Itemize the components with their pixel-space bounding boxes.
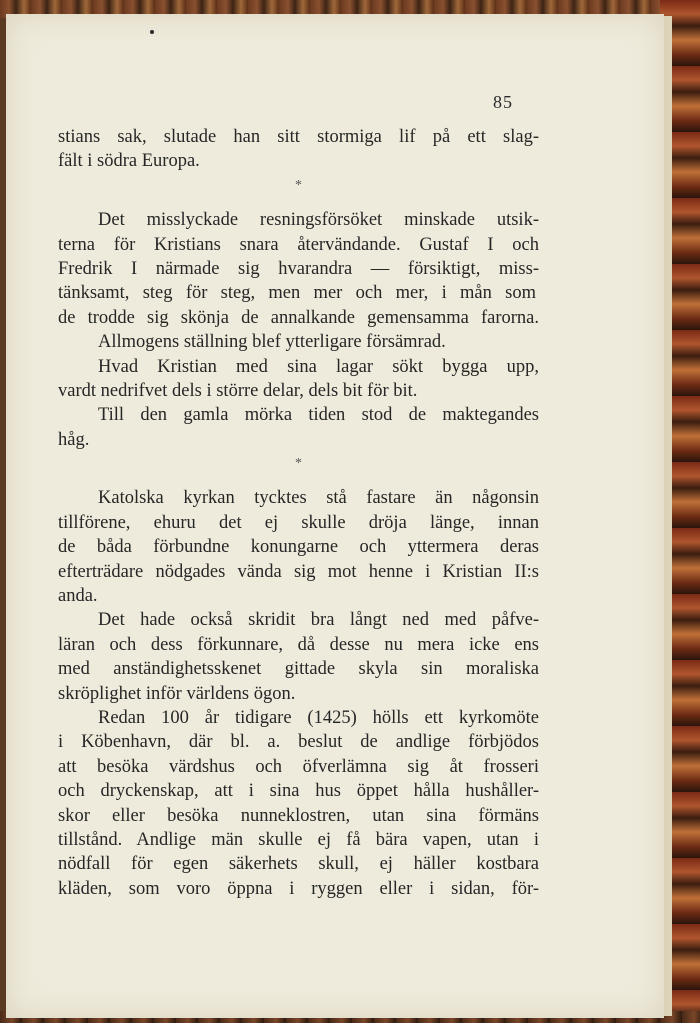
text-line: nödfall för egen säkerhets skull, ej häller kostbara bbox=[58, 854, 539, 875]
body-text bbox=[58, 125, 539, 901]
text-line: i Köbenhavn, där bl. a. beslut de andlige förbjödos bbox=[58, 732, 539, 753]
text-line: Allmogens ställning blef ytterligare försämrad. bbox=[98, 332, 446, 353]
text-line: de trodde sig skönja de annalkande gemensamma farorna. bbox=[58, 307, 539, 328]
text-line: tillförene, ehuru det ej skulle dröja länge, innan bbox=[58, 512, 539, 533]
text-line: med anständighetsskenet gittade skyla sin moraliska bbox=[58, 659, 539, 680]
spacer bbox=[58, 476, 539, 486]
text-line: skor eller besöka nunneklostren, utan sina förmäns bbox=[58, 805, 539, 826]
text-line: Till den gamla mörka tiden stod de maktegandes bbox=[98, 405, 539, 426]
spacer bbox=[58, 198, 539, 208]
text-line: och dryckenskap, att i sina hus öppet hålla hushåller- bbox=[58, 781, 539, 802]
text-line: anda. bbox=[58, 586, 98, 607]
text-line: att besöka värdshus och öfverlämna sig åt frosseri bbox=[58, 756, 539, 777]
page-number: 85 bbox=[493, 92, 513, 112]
text-line: Hvad Kristian med sina lagar sökt bygga upp, bbox=[98, 356, 539, 377]
text-line: Fredrik I närmade sig hvarandra — försiktigt, miss- bbox=[58, 258, 539, 279]
section-separator: * bbox=[295, 177, 302, 193]
text-line: Redan 100 år tidigare (1425) hölls ett kyrkomöte bbox=[98, 707, 539, 728]
text-line: efterträdare nödgades vända sig mot henne i Kristian II:s bbox=[58, 561, 539, 582]
text-line: Det misslyckade resningsförsöket minskade utsik- bbox=[98, 210, 539, 231]
text-line: stians sak, slutade han sitt stormiga lif på ett slag- bbox=[58, 127, 539, 147]
text-line: håg. bbox=[58, 429, 90, 450]
text-line: tillstånd. Andlige män skulle ej få bära vapen, utan i bbox=[58, 829, 539, 850]
text-line: läran och dess förkunnare, då desse nu mera icke ens bbox=[58, 634, 539, 655]
text-line: vardt nedrifvet dels i större delar, dels bit för bit. bbox=[58, 380, 418, 401]
ink-speck bbox=[150, 30, 154, 34]
text-line: tänksamt, steg för steg, men mer och mer, i mån som bbox=[58, 283, 536, 304]
page-edge bbox=[664, 16, 672, 1016]
text-line: skröplighet inför världens ögon. bbox=[58, 683, 296, 704]
text-line: fält i södra Europa. bbox=[58, 151, 200, 172]
section-separator: * bbox=[295, 456, 302, 472]
text-line: Katolska kyrkan tycktes stå fastare än någonsin bbox=[98, 488, 539, 509]
text-line: de båda förbundne konungarne och yttermera deras bbox=[58, 537, 539, 558]
text-line: Det hade också skridit bra långt ned med påfve- bbox=[98, 610, 539, 631]
text-line: terna för Kristians snara återvändande. Gustaf I och bbox=[58, 234, 539, 255]
text-line: kläden, som voro öppna i ryggen eller i sidan, för- bbox=[58, 878, 539, 899]
